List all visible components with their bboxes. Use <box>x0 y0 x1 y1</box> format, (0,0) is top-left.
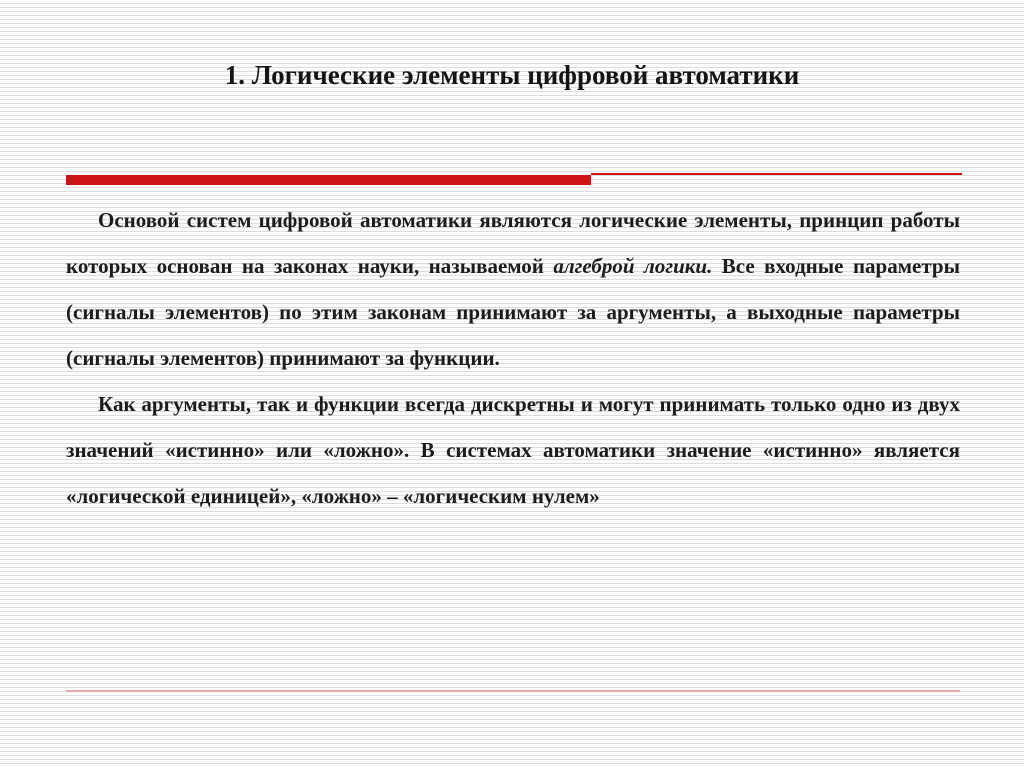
title-underline-thin <box>591 173 962 175</box>
slide-body <box>66 197 960 519</box>
footer-divider <box>66 690 960 692</box>
paragraph-1 <box>66 197 960 381</box>
term-boolean-algebra: алгеброй логики. <box>553 254 713 278</box>
paragraph-1-text-end: Все входные параметры (сигналы элементов) по этим законам принимают за аргументы, а выходные параметры (сигналы элементов) принимают за функции. <box>66 254 960 370</box>
paragraph-2: Как аргументы, так и функции всегда дискретны и могут принимать только одно из двух значений «истинно» или «ложно». В системах автоматики значение «истинно» является «логической единицей», «ложно» – «логическим нулем» <box>66 392 960 508</box>
slide-title: 1. Логические элементы цифровой автоматики <box>224 60 800 90</box>
title-underline-thick <box>66 175 591 185</box>
paragraph-1-text-start: Основой систем цифровой автоматики являются логические элементы, принцип работы которых основан на законах науки, называемой <box>66 208 960 278</box>
